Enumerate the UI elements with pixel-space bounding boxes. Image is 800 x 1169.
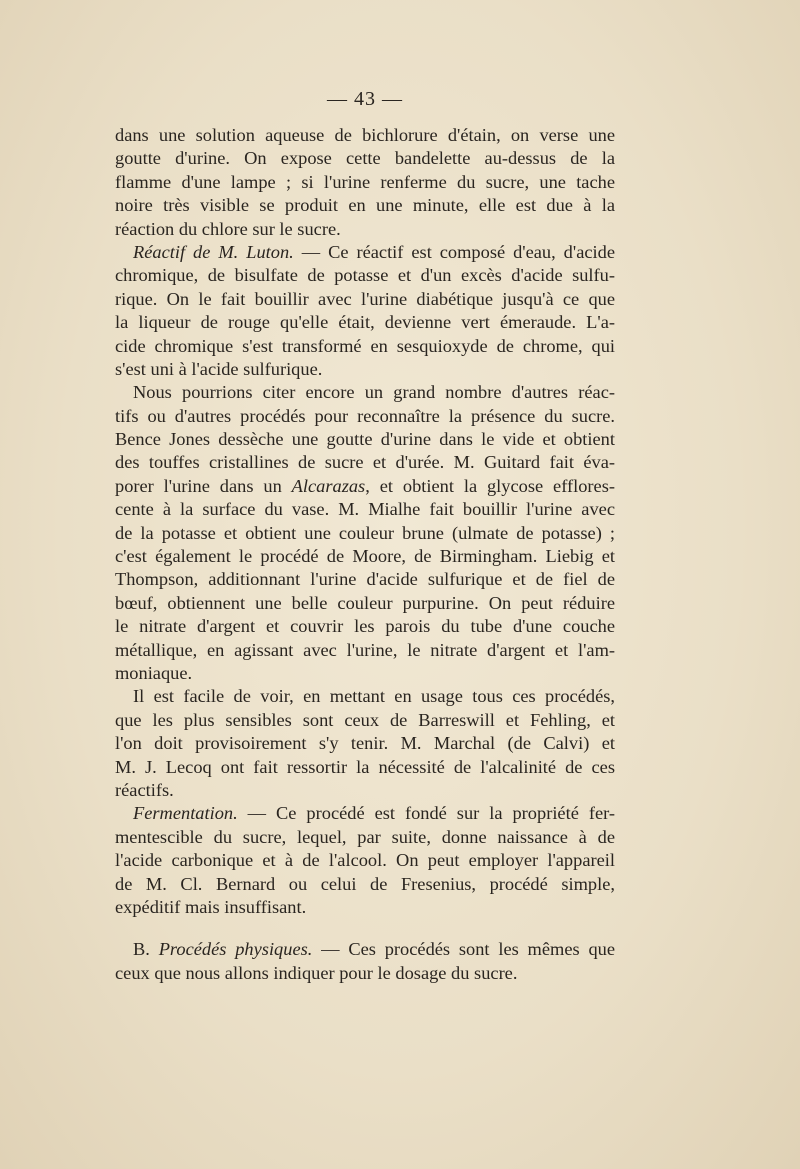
text-line [115,475,615,498]
page-number: — 43 — [327,88,403,110]
text-line: dans une solution aqueuse de bichlorure d'étain, on verse une [115,125,615,145]
text-line: réaction du chlore sur le sucre. [115,218,341,239]
section-label: B. [133,939,150,960]
text-line: ceux que nous allons indiquer pour le dosage du sucre. [115,962,518,983]
text-fragment: porer l'urine dans un [115,475,292,496]
text-line: mentescible du sucre, lequel, par suite, donne naissance à de [115,826,615,847]
text-line: des touffes cristallines de sucre et d'urée. M. Guitard fait éva- [115,452,615,473]
paragraph-procedes-physiques [115,938,615,985]
text-line: s'est uni à l'acide sulfurique. [115,358,323,379]
text-line: de la potasse et obtient une couleur brune (ulmate de potasse) ; [115,522,615,543]
text-line: Il est facile de voir, en mettant en usage tous ces procédés, [133,686,615,707]
text-line: cide chromique s'est transformé en sesquioxyde de chrome, qui [115,335,615,356]
text-line: réactifs. [115,779,174,800]
text-fragment: — Ce procédé est fondé sur la propriété fer- [237,803,615,824]
paragraph-1 [115,124,615,241]
paragraph-fermentation [115,802,615,919]
text-line [115,802,615,825]
text-line: bœuf, obtiennent une belle couleur purpurine. On peut réduire [115,592,615,613]
text-line: l'acide carbonique et à de l'alcool. On peut employer l'appareil [115,850,615,871]
section-heading: Fermentation. [133,803,238,824]
text-line: cente à la surface du vase. M. Mialhe fait bouillir l'urine avec [115,499,615,520]
text-line: rique. On le fait bouillir avec l'urine diabétique jusqu'à ce que [115,288,615,309]
text-line: que les plus sensibles sont ceux de Barreswill et Fehling, et [115,709,615,730]
text-line: Bence Jones dessèche une goutte d'urine dans le vide et obtient [115,429,615,450]
text-line: Thompson, additionnant l'urine d'acide sulfurique et de fiel de [115,569,615,590]
text-fragment: — Ce réactif est composé d'eau, d'acide [293,241,615,262]
text-line: de M. Cl. Bernard ou celui de Fresenius, procédé simple, [115,873,615,894]
text-line: M. J. Lecoq ont fait ressortir la nécessité de l'alcalinité de ces [115,756,615,777]
text-line: noire très visible se produit en une minute, elle est due à la [115,195,615,216]
text-line: Nous pourrions citer encore un grand nombre d'autres réac- [133,382,615,403]
text-line: goutte d'urine. On expose cette bandelette au-dessus de la [115,148,615,169]
text-line: l'on doit provisoirement s'y tenir. M. Marchal (de Calvi) et [115,733,615,754]
text-line [115,938,615,961]
section-heading: Réactif de M. Luton. [133,241,294,262]
text-line: flamme d'une lampe ; si l'urine renferme du sucre, une tache [115,171,615,192]
section-heading: Procédés physiques. [158,939,313,960]
section-gap [115,919,615,938]
text-fragment: — Ces procédés sont les mêmes que [312,939,616,960]
text-line: c'est également le procédé de Moore, de Birmingham. Liebig et [115,546,615,567]
paragraph-conclusion [115,685,615,802]
text-fragment: , et obtient la glycose efflores- [365,475,615,496]
text-line: tifs ou d'autres procédés pour reconnaître la présence du sucre. [115,405,615,426]
text-line: le nitrate d'argent et couvrir les parois du tube d'une couche [115,616,615,637]
body-text [115,124,615,985]
text-line [115,241,615,264]
text-line: chromique, de bisulfate de potasse et d'un excès d'acide sulfu- [115,265,615,286]
text-line: expéditif mais insuffisant. [115,896,307,917]
text-line: la liqueur de rouge qu'elle était, devienne vert émeraude. L'a- [115,312,615,333]
paragraph-other-reactifs [115,381,615,685]
italic-term: Alcarazas [291,475,366,496]
text-line: métallique, en agissant avec l'urine, le nitrate d'argent et l'am- [115,639,615,660]
text-line: moniaque. [115,662,193,683]
paragraph-reactif-luton [115,241,615,381]
